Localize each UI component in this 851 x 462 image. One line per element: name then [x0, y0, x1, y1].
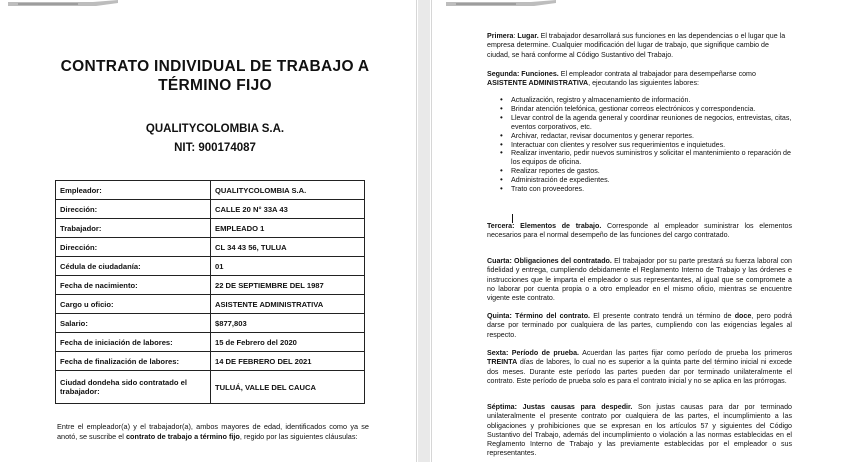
table-row: [56, 314, 365, 333]
table-cell-value: CALLE 20 N° 33A 43: [211, 200, 365, 219]
header-logo-fragment: [8, 0, 118, 14]
clause-text: El presente contrato tendrá un término de: [590, 312, 735, 320]
table-cell-value: 14 DE FEBRERO DEL 2021: [211, 352, 365, 371]
clause-tercera: [487, 222, 792, 241]
table-cell-label: Empleador:: [56, 181, 211, 200]
list-item: • Archivar, redactar, revisar documentos y generar reportes.: [500, 132, 792, 141]
list-item: • Brindar atención telefónica, gestionar correos electrónicos y correspondencia.: [500, 105, 792, 114]
clause-text: El trabajador por su parte prestará su fuerza laboral con fidelidad y entrega, cumpliendo debidamente el Reglamento Interno de Trabajo y las órdenes e instrucciones que le imparta el empleador o sus representantes, al igual que se compromete a no laborar por cuenta propia o a otro empleador en el mismo oficio, mientras se encuentre vigente este contrato.: [487, 257, 792, 303]
intro-text-pre: Entre el empleador(a) y el trabajador(a), ambos mayores de edad, identificados como ya se anotó, se suscribe el: [57, 422, 369, 441]
clause-text-post: , ejecutando las siguientes labores:: [588, 79, 699, 88]
table-row: [56, 238, 365, 257]
clause-primera: [487, 32, 792, 60]
table-row: [56, 276, 365, 295]
table-row: [56, 200, 365, 219]
list-item: • Interactuar con clientes y resolver sus requerimientos e inquietudes.: [500, 141, 792, 150]
table-row: [56, 371, 365, 404]
document-page-left: [0, 0, 417, 462]
company-name: QUALITYCOLOMBIA S.A.: [145, 123, 285, 135]
clause-cuarta: [487, 257, 792, 303]
intro-text-bold: contrato de trabajo a término fijo: [125, 431, 240, 441]
clause-term: doce: [734, 312, 752, 320]
company-nit: NIT: 900174087: [174, 142, 256, 154]
table-cell-value: CL 34 43 56, TULUA: [211, 238, 365, 257]
duties-list: [500, 96, 792, 194]
contract-info-table: [55, 180, 365, 404]
clause-text: Corresponde al empleador suministrar los elementos necesarios para el normal desempeño de las funciones del cargo contratado.: [487, 222, 792, 240]
table-cell-value: TULUÁ, VALLE DEL CAUCA: [211, 371, 365, 404]
list-item: • Actualización, registro y almacenamiento de información.: [500, 96, 792, 105]
page-gutter: [418, 0, 430, 462]
table-cell-label: Dirección:: [56, 200, 211, 219]
table-cell-label: Salario:: [56, 314, 211, 333]
table-cell-value: ASISTENTE ADMINISTRATIVA: [211, 295, 365, 314]
list-item: • Realizar inventario, pedir nuevos suministros y solicitar el mantenimiento o reparación de los equipos de oficina.: [500, 149, 792, 167]
table-row: [56, 352, 365, 371]
clause-title: : Justas causas para despedir.: [514, 403, 633, 411]
header-logo-fragment: [446, 0, 556, 14]
clause-text: El empleador contrata al trabajador para desempeñarse como: [558, 70, 756, 78]
clause-title: : Funciones.: [516, 70, 559, 78]
table-row: [56, 295, 365, 314]
table-cell-label: Dirección:: [56, 238, 211, 257]
clause-lead: :: [513, 32, 518, 40]
clause-text-post: días de labores, lo cual no es superior a la quinta parte del término inicial ni excede dos meses. Durante este período las partes pueden dar por terminado unilateralmente el contrato. Este período de prueba solo es para el contrato inicial y no se aplica en las prórrogas.: [487, 358, 792, 385]
list-item: • Administración de expedientes.: [500, 176, 792, 185]
table-cell-value: 15 de Febrero del 2020: [211, 333, 365, 352]
table-cell-value: 22 DE SEPTIEMBRE DEL 1987: [211, 276, 365, 295]
clause-role: ASISTENTE ADMINISTRATIVA: [487, 79, 589, 88]
clause-text: El trabajador desarrollará sus funciones en las dependencias o el lugar que la empresa determine. Cualquier modificación del lugar de trabajo, que signifique cambio de ciudad, se hará conforme al Código Sustantivo del Trabajo.: [487, 32, 786, 59]
clause-title: : Obligaciones del contratado.: [509, 257, 612, 265]
clause-head: Cuarta: [487, 257, 510, 265]
table-cell-label: Trabajador:: [56, 219, 211, 238]
clause-head: Segunda: [487, 70, 517, 78]
clause-text: Son justas causas para dar por terminado unilateralmente el presente contrato por cualquiera de las partes, el incumplimiento a las obligaciones y prohibiciones que se expresan en los artículos 57 y siguientes del Código Sustantivo del Trabajo, además del incumplimiento o violación a las normas establecidas en el Reglamento Interno de Trabajo y las previamente establecidas por el empleador o sus representantes.: [487, 403, 792, 458]
table-row: [56, 181, 365, 200]
table-row: [56, 257, 365, 276]
clause-septima: [487, 403, 792, 459]
list-item: • Trato con proveedores.: [500, 185, 792, 194]
clause-title: : Elementos de trabajo.: [512, 222, 602, 230]
table-cell-label: Fecha de finalización de labores:: [56, 352, 211, 371]
table-cell-value: 01: [211, 257, 365, 276]
list-item: • Realizar reportes de gastos.: [500, 167, 792, 176]
table-row: [56, 333, 365, 352]
clause-head: Quinta: [487, 312, 510, 320]
clause-title: : Término del contrato.: [509, 312, 591, 320]
clause-head: Sexta: [487, 349, 506, 357]
table-cell-value: EMPLEADO 1: [211, 219, 365, 238]
clause-sexta: [487, 349, 792, 386]
contract-title: CONTRATO INDIVIDUAL DE TRABAJO A TÉRMINO FIJO: [60, 58, 370, 94]
table-cell-label: Cédula de ciudadanía:: [56, 257, 211, 276]
clause-head: Primera: [487, 32, 514, 40]
clause-text-post: , pero podrá darse por terminado por cualquiera de las partes, cumpliendo con las exigencias legales al respecto.: [487, 312, 792, 339]
intro-text-post: , regido por las siguientes cláusulas:: [239, 431, 358, 441]
table-cell-value: $877,803: [211, 314, 365, 333]
table-cell-label: Fecha de iniciación de labores:: [56, 333, 211, 352]
contract-intro-paragraph: [57, 422, 369, 441]
clause-head: Séptima: [487, 403, 515, 411]
list-item: • Llevar control de la agenda general y coordinar reuniones de negocios, entrevistas, citas, eventos corporativos, etc.: [500, 114, 792, 132]
clause-segunda: [487, 70, 792, 89]
table-cell-label: Ciudad dondeha sido contratado el trabajador:: [56, 371, 211, 404]
clause-title: : Período de prueba.: [505, 349, 580, 357]
clause-quinta: [487, 312, 792, 340]
clause-days: TREINTA: [487, 358, 518, 367]
table-cell-value: QUALITYCOLOMBIA S.A.: [211, 181, 365, 200]
table-row: [56, 219, 365, 238]
table-cell-label: Cargo u oficio:: [56, 295, 211, 314]
clause-text: Acuerdan las partes fijar como período de prueba los primeros: [579, 349, 792, 357]
clause-title: Lugar.: [517, 32, 539, 40]
table-cell-label: Fecha de nacimiento:: [56, 276, 211, 295]
clause-head: Tercera: [487, 222, 513, 230]
